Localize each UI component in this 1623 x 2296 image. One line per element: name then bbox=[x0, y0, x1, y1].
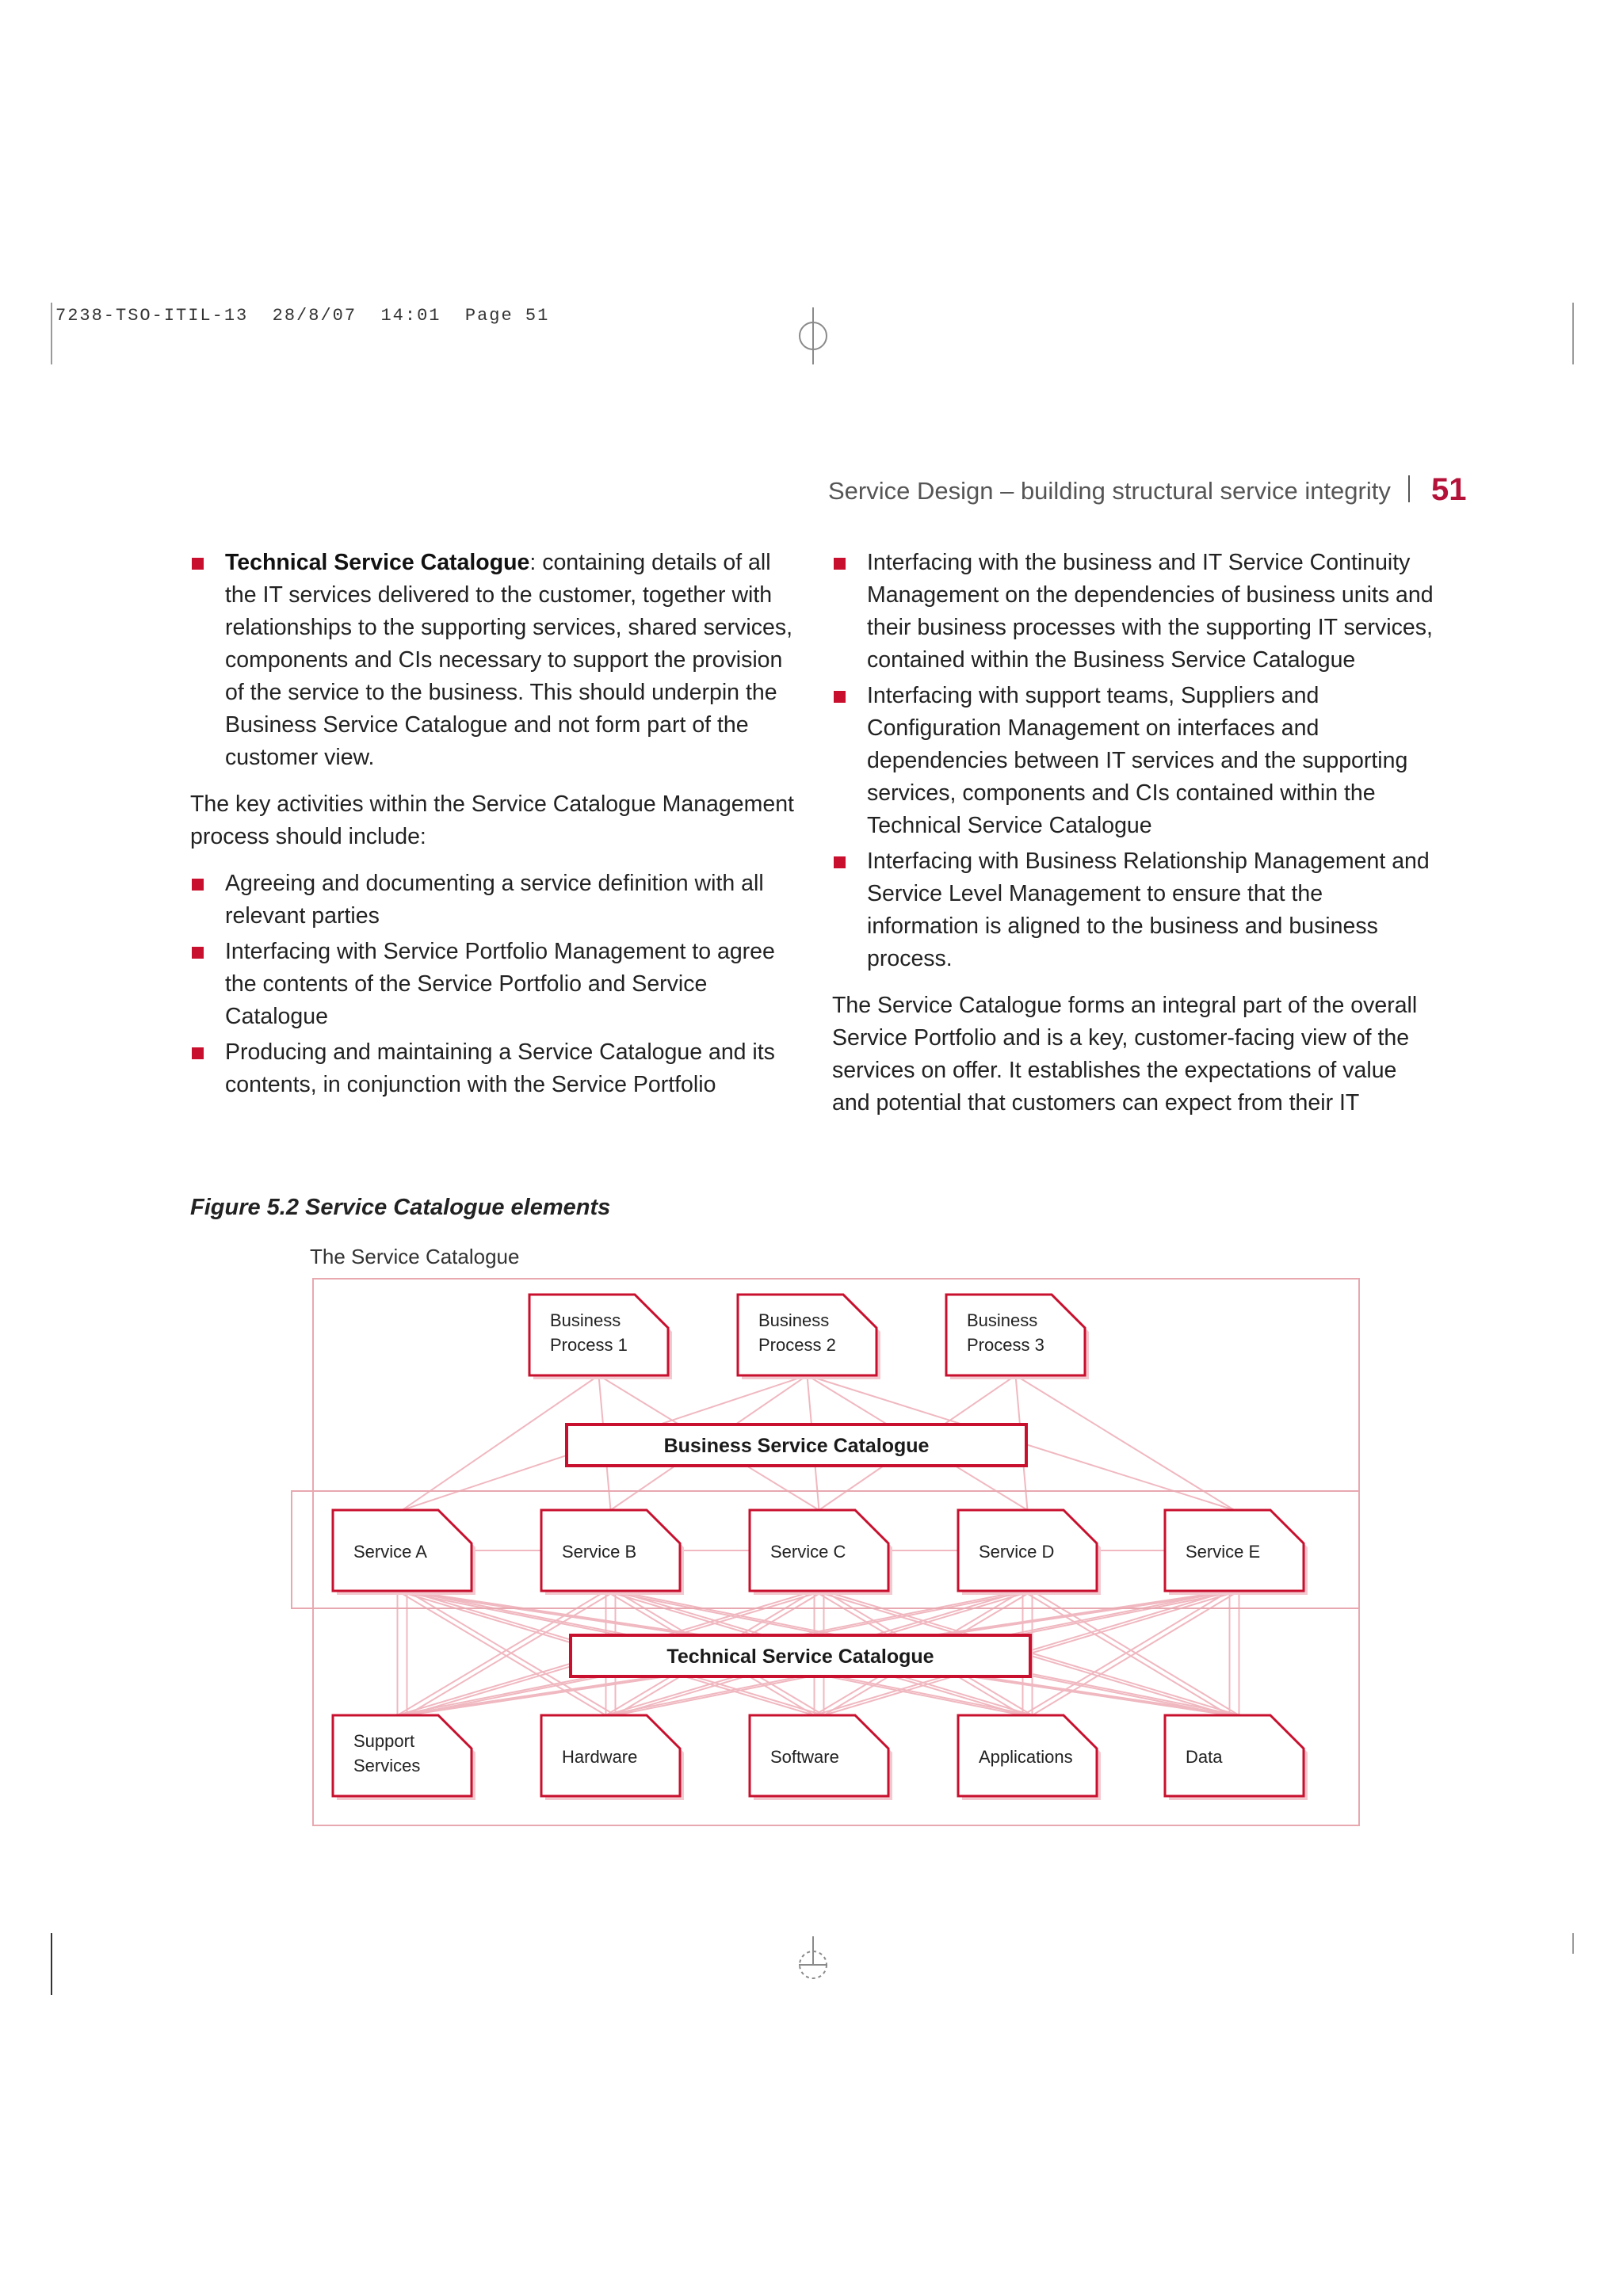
print-slug: 7238-TSO-ITIL-13 28/8/07 14:01 Page 51 bbox=[55, 306, 550, 326]
bullet-list bbox=[832, 547, 1434, 975]
node-label: Business bbox=[967, 1310, 1038, 1330]
list-item: Interfacing with support teams, Suppliers and Configuration Management on interfaces and dependencies between IT services and the supporting services, components and CIs contained within the Technical Service Catalogue bbox=[832, 680, 1434, 842]
service-node bbox=[958, 1510, 1101, 1595]
component-node bbox=[541, 1715, 684, 1800]
node-label: Service E bbox=[1186, 1542, 1261, 1562]
technical-catalogue-box bbox=[571, 1635, 1030, 1676]
paragraph: The Service Catalogue forms an integral part of the overall Service Portfolio and is a key, customer-facing view of the services on offer. It establishes the expectations of value and potential that customers can expect from their IT bbox=[832, 993, 1418, 1116]
diagram-nodes bbox=[333, 1295, 1308, 1800]
header-divider bbox=[1408, 475, 1410, 502]
node-label: Services bbox=[353, 1756, 421, 1775]
node-label: Process 2 bbox=[758, 1335, 836, 1355]
right-column bbox=[832, 547, 1434, 1134]
service-node bbox=[333, 1510, 475, 1595]
service-node bbox=[541, 1510, 684, 1595]
crop-mark bbox=[51, 1933, 52, 1995]
bullet-square-icon bbox=[192, 558, 204, 570]
left-column bbox=[190, 547, 800, 1116]
crop-mark bbox=[1572, 303, 1574, 364]
list-item: Producing and maintaining a Service Catalogue and its contents, in conjunction with the Service Portfolio bbox=[190, 1036, 800, 1101]
service-node bbox=[750, 1510, 892, 1595]
component-node bbox=[750, 1715, 892, 1800]
business-catalogue-label: Business Service Catalogue bbox=[663, 1435, 930, 1457]
node-label: Software bbox=[770, 1747, 839, 1767]
node-label: Hardware bbox=[562, 1747, 638, 1767]
node-label: Service A bbox=[353, 1542, 427, 1562]
figure-title: The Service Catalogue bbox=[310, 1245, 520, 1268]
bullet-square-icon bbox=[192, 947, 204, 959]
component-node bbox=[1165, 1715, 1308, 1800]
running-header bbox=[828, 475, 1427, 505]
service-catalogue-diagram bbox=[285, 1268, 1363, 1830]
list-item: Interfacing with Service Portfolio Management to agree the contents of the Service Portfolio and Service Catalogue bbox=[190, 936, 800, 1033]
list-item: Interfacing with Business Relationship Management and Service Level Management to ensure that the information is aligned to the business and business process. bbox=[832, 845, 1434, 975]
node-label: Support bbox=[353, 1731, 415, 1751]
crop-mark bbox=[1572, 1933, 1574, 1954]
list-item: Agreeing and documenting a service definition with all relevant parties bbox=[190, 868, 800, 933]
component-node bbox=[333, 1715, 475, 1800]
business-catalogue-box bbox=[567, 1425, 1026, 1466]
node-label: Process 1 bbox=[550, 1335, 628, 1355]
crop-mark bbox=[51, 303, 52, 364]
bullet-square-icon bbox=[834, 856, 846, 868]
technical-catalogue-label: Technical Service Catalogue bbox=[666, 1646, 934, 1668]
node-label: Business bbox=[550, 1310, 621, 1330]
service-node bbox=[1165, 1510, 1308, 1595]
node-label: Applications bbox=[979, 1747, 1073, 1767]
bullet-list bbox=[190, 868, 800, 1101]
registration-mark bbox=[792, 1933, 834, 1989]
running-title: Service Design – building structural service integrity bbox=[828, 477, 1391, 505]
term: Technical Service Catalogue bbox=[225, 550, 530, 575]
figure-caption: Figure 5.2 Service Catalogue elements bbox=[190, 1195, 611, 1220]
list-item: Interfacing with the business and IT Service Continuity Management on the dependencies of business units and their business processes with the supporting IT services, contained within the Business Service Catalogue bbox=[832, 547, 1434, 677]
bullet-square-icon bbox=[192, 1047, 204, 1059]
component-node bbox=[958, 1715, 1101, 1800]
connector-line bbox=[1016, 1375, 1235, 1510]
list-item bbox=[190, 547, 800, 774]
node-label: Process 3 bbox=[967, 1335, 1044, 1355]
registration-mark bbox=[792, 304, 834, 368]
bullet-list bbox=[190, 547, 800, 774]
node-label: Service B bbox=[562, 1542, 637, 1562]
node-label: Service C bbox=[770, 1542, 846, 1562]
node-label: Data bbox=[1186, 1747, 1223, 1767]
paragraph: The key activities within the Service Catalogue Management process should include: bbox=[190, 791, 794, 849]
node-label: Service D bbox=[979, 1542, 1055, 1562]
bullet-square-icon bbox=[192, 879, 204, 891]
business-process-node bbox=[946, 1295, 1089, 1379]
definition: : containing details of all the IT services delivered to the customer, together with relationships to the supporting services, shared services, components and CIs necessary to support the provision of the service to the business. This should underpin the Business Service Catalogue and not form part of the customer view. bbox=[225, 550, 793, 770]
bullet-square-icon bbox=[834, 558, 846, 570]
node-label: Business bbox=[758, 1310, 830, 1330]
business-process-node bbox=[738, 1295, 880, 1379]
business-process-node bbox=[529, 1295, 672, 1379]
page-number: 51 bbox=[1431, 472, 1467, 507]
bullet-square-icon bbox=[834, 691, 846, 703]
